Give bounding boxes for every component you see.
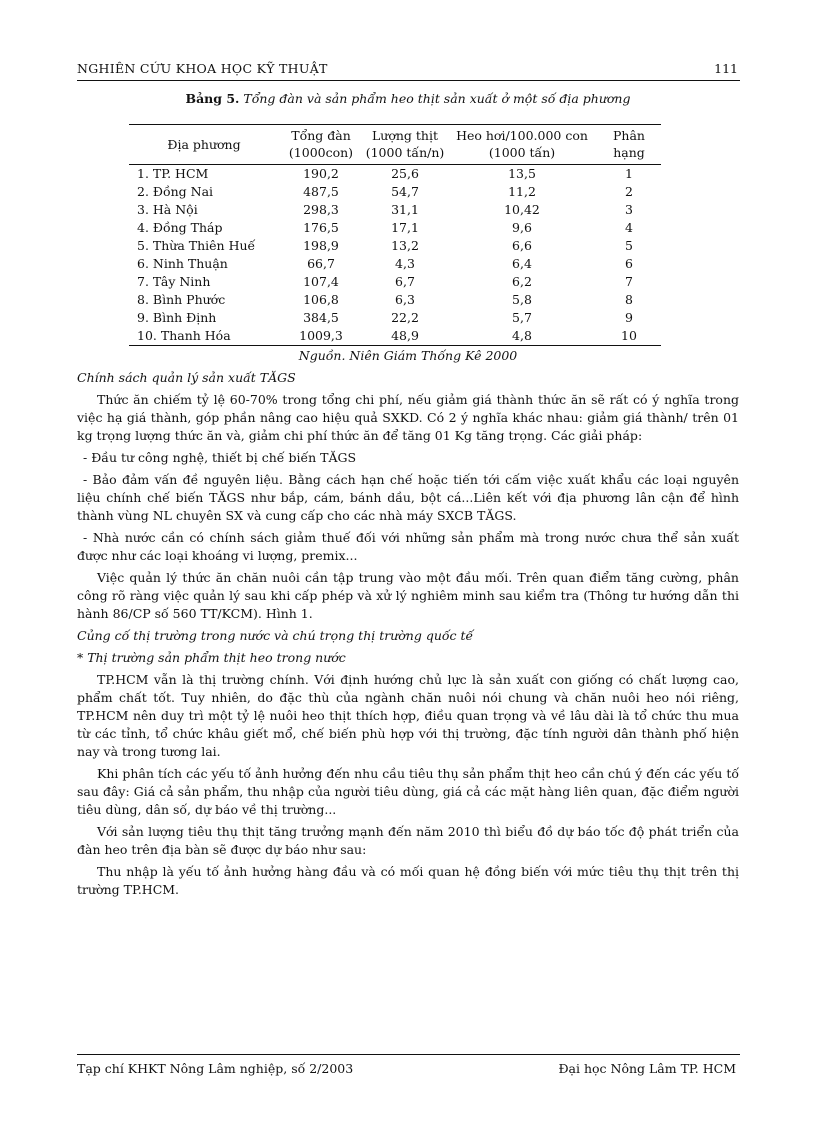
table-cell: 1009,3 bbox=[299, 328, 343, 343]
paragraph: Thức ăn chiếm tỷ lệ 60-70% trong tổng chi phí, nếu giảm giá thành thức ăn sẽ rất có ý nghĩa trong việc hạ giá thành, góp phần nâng cao hiệu quả SXKD. Có 2 ý nghĩa khác nhau: giảm giá thành/ trên 01 kg trọng lượng thức ăn và, giảm chi phí thức ăn để tăng 01 Kg tăng trọng. Các giải pháp: bbox=[77, 392, 739, 443]
bullet-item: - Bảo đảm vấn đề nguyên liệu. Bằng cách hạn chế hoặc tiến tới cấm việc xuất khẩu các loại nguyên liệu chính chế biến TĂGS như bắp, cám, bánh dầu, bột cá...Liên kết với địa phương lân cận để hình thành vùng NL chuyên SX và cung cấp cho các nhà máy SXCB TĂGS. bbox=[77, 472, 739, 523]
paragraph: Khi phân tích các yếu tố ảnh hưởng đến nhu cầu tiêu thụ sản phẩm thịt heo cần chú ý đến các yếu tố sau đây: Giá cả sản phẩm, thu nhập của người tiêu dùng, giá cả các mặt hàng liên quan, đặc điểm người tiêu dùng, dân số, dự báo về thị trường... bbox=[77, 766, 739, 817]
table-cell: 2. Đồng Nai bbox=[137, 184, 214, 199]
table-caption bbox=[0, 91, 816, 106]
footer-journal: Tạp chí KHKT Nông Lâm nghiệp, số 2/2003 bbox=[77, 1061, 354, 1076]
table-cell: 6 bbox=[625, 256, 633, 271]
table-cell: 9. Bình Định bbox=[137, 310, 217, 325]
table-cell: 4. Đồng Tháp bbox=[137, 220, 223, 235]
table-cell: 298,3 bbox=[303, 202, 339, 217]
table-cell: 4 bbox=[625, 220, 633, 235]
footer-university: Đại học Nông Lâm TP. HCM bbox=[558, 1061, 736, 1076]
column-header-herd: Tổng đàn (1000con) bbox=[288, 128, 354, 160]
body-text bbox=[77, 369, 739, 903]
table-row bbox=[129, 201, 661, 219]
table-source: Nguồn. Niên Giám Thống Kê 2000 bbox=[298, 348, 518, 363]
paragraph: Việc quản lý thức ăn chăn nuôi cần tập trung vào một đầu mối. Trên quan điểm tăng cường, phân công rõ ràng việc quản lý sau khi cấp phép và xử lý nghiêm minh sau kiểm tra (Thông tư hướng dẫn thi hành 86/CP số 560 TT/KCM). Hình 1. bbox=[77, 570, 739, 621]
table-cell: 5. Thừa Thiên Huế bbox=[137, 238, 256, 253]
column-header-rank: Phân hạng bbox=[613, 128, 645, 160]
table-cell: 6,2 bbox=[512, 274, 532, 289]
table-cell: 31,1 bbox=[391, 202, 419, 217]
table-cell: 54,7 bbox=[391, 184, 419, 199]
table-cell: 11,2 bbox=[508, 184, 536, 199]
running-header-title: NGHIÊN CỨU KHOA HỌC KỸ THUẬT bbox=[77, 61, 328, 76]
table-cell: 1 bbox=[625, 166, 633, 181]
table-cell: 3. Hà Nội bbox=[137, 202, 198, 217]
table-row bbox=[129, 219, 661, 237]
paragraph: TP.HCM vẫn là thị trường chính. Với định hướng chủ lực là sản xuất con giống có chất lượng cao, phẩm chất tốt. Tuy nhiên, do đặc thù của ngành chăn nuôi nói chung và chăn nuôi heo nói riêng, TP.HCM nên duy trì một tỷ lệ nuôi heo thịt thích hợp, điều quan trọng và về lâu dài là tổ chức thu mua từ các tỉnh, tổ chức khâu giết mổ, chế biến phù hợp với thị trường, đặc tính người dân thành phố hiện nay và trong tương lai. bbox=[77, 672, 739, 759]
header-rule bbox=[77, 80, 740, 81]
table-cell: 107,4 bbox=[303, 274, 339, 289]
table-cell: 1. TP. HCM bbox=[137, 166, 209, 181]
table-cell: 3 bbox=[625, 202, 633, 217]
paragraph: Thu nhập là yếu tố ảnh hưởng hàng đầu và có mối quan hệ đồng biến với mức tiêu thụ thịt trên thị trường TP.HCM. bbox=[77, 864, 739, 897]
table-cell: 9 bbox=[625, 310, 633, 325]
table-cell: 8. Bình Phước bbox=[137, 292, 226, 307]
table-cell: 10,42 bbox=[504, 202, 540, 217]
table-cell: 6,4 bbox=[512, 256, 532, 271]
section-heading-feed-policy: Chính sách quản lý sản xuất TĂGS bbox=[77, 370, 296, 385]
table-row bbox=[129, 309, 661, 327]
column-header-live-weight: Heo hơi/100.000 con (1000 tấn) bbox=[456, 128, 588, 160]
table-body bbox=[129, 165, 661, 346]
table-row bbox=[129, 183, 661, 201]
table-cell: 17,1 bbox=[391, 220, 419, 235]
table-cell: 6,3 bbox=[395, 292, 415, 307]
data-table bbox=[129, 124, 661, 346]
section-heading-market: Củng cố thị trường trong nước và chú trọng thị trường quốc tế bbox=[77, 628, 474, 643]
subsection-heading-domestic-market: * Thị trường sản phẩm thịt heo trong nước bbox=[77, 650, 346, 665]
table-cell: 7. Tây Ninh bbox=[137, 274, 211, 289]
table-cell: 22,2 bbox=[391, 310, 419, 325]
table-cell: 176,5 bbox=[303, 220, 339, 235]
table-cell: 8 bbox=[625, 292, 633, 307]
table-cell: 10. Thanh Hóa bbox=[137, 328, 231, 343]
table-cell: 190,2 bbox=[303, 166, 339, 181]
table-cell: 6,7 bbox=[395, 274, 415, 289]
bullet-item: - Nhà nước cần có chính sách giảm thuế đối với những sản phẩm mà trong nước chưa thể sản xuất được như các loại khoáng vi lượng, premix... bbox=[77, 530, 739, 563]
paragraph: Với sản lượng tiêu thụ thịt tăng trưởng mạnh đến năm 2010 thì biểu đồ dự báo tốc độ phát triển của đàn heo trên địa bàn sẽ được dự báo như sau: bbox=[77, 824, 739, 857]
table-cell: 4,3 bbox=[395, 256, 415, 271]
table-cell: 5 bbox=[625, 238, 633, 253]
footer-rule bbox=[77, 1054, 740, 1055]
table-cell: 10 bbox=[621, 328, 637, 343]
table-cell: 106,8 bbox=[303, 292, 339, 307]
table-cell: 6. Ninh Thuận bbox=[137, 256, 228, 271]
table-caption-text: Tổng đàn và sản phẩm heo thịt sản xuất ở một số địa phương bbox=[243, 91, 631, 106]
table-cell: 6,6 bbox=[512, 238, 532, 253]
table-row bbox=[129, 327, 661, 346]
table-row bbox=[129, 291, 661, 309]
table-cell: 5,7 bbox=[512, 310, 532, 325]
table-row bbox=[129, 273, 661, 291]
table-header-row bbox=[129, 125, 661, 165]
table-cell: 9,6 bbox=[512, 220, 532, 235]
table-row bbox=[129, 255, 661, 273]
table-cell: 13,2 bbox=[391, 238, 419, 253]
table-cell: 66,7 bbox=[307, 256, 335, 271]
table-cell: 5,8 bbox=[512, 292, 532, 307]
table-cell: 384,5 bbox=[303, 310, 339, 325]
table-cell: 487,5 bbox=[303, 184, 339, 199]
table-cell: 25,6 bbox=[391, 166, 419, 181]
table-row bbox=[129, 237, 661, 255]
table-cell: 4,8 bbox=[512, 328, 532, 343]
table-cell: 48,9 bbox=[391, 328, 419, 343]
column-header-location: Địa phương bbox=[167, 136, 241, 152]
table-cell: 2 bbox=[625, 184, 633, 199]
table-cell: 198,9 bbox=[303, 238, 339, 253]
column-header-meat: Lượng thịt (1000 tấn/n) bbox=[365, 128, 445, 160]
table-caption-label: Bảng 5. bbox=[185, 91, 240, 106]
table-cell: 7 bbox=[625, 274, 633, 289]
page-number: 111 bbox=[714, 61, 738, 76]
table-cell: 13,5 bbox=[508, 166, 536, 181]
bullet-item: - Đầu tư công nghệ, thiết bị chế biến TĂGS bbox=[83, 450, 357, 465]
table-row bbox=[129, 165, 661, 184]
